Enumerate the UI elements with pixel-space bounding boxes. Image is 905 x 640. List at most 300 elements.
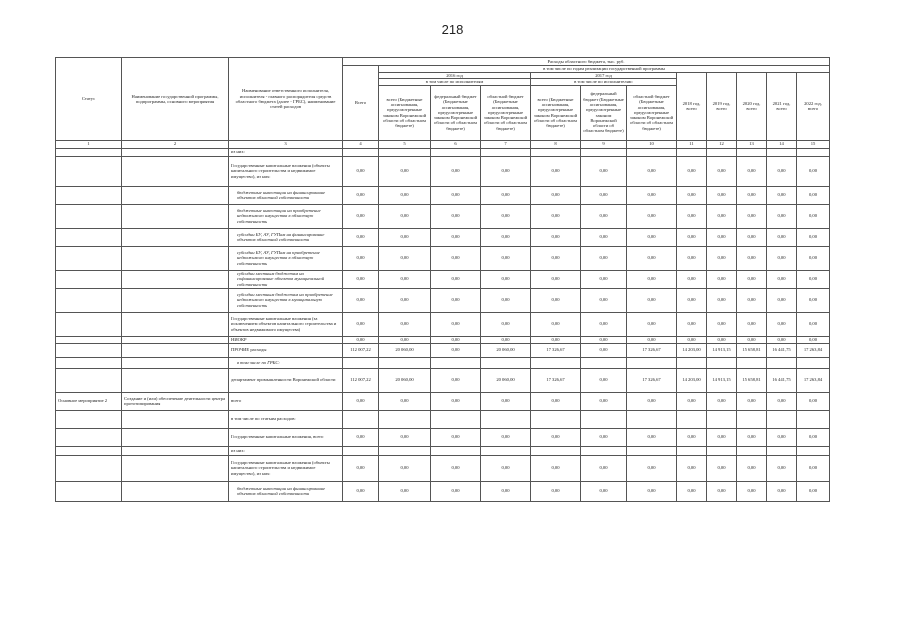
header-incl-exec-2017: в том числе по исполнителям: xyxy=(531,79,677,85)
row-value: 0,00 xyxy=(343,455,379,481)
row-value: 0,00 xyxy=(767,156,797,186)
row-value xyxy=(481,148,531,156)
row-value: 0,00 xyxy=(379,481,431,501)
row-value: 0,00 xyxy=(343,270,379,288)
row-program-name xyxy=(122,410,229,428)
column-number: 8 xyxy=(531,140,581,148)
row-value: 0,00 xyxy=(581,186,627,204)
row-value: 0,00 xyxy=(379,246,431,270)
row-value: 0,00 xyxy=(343,336,379,343)
row-value: 0,00 xyxy=(627,428,677,446)
row-value: 0,00 xyxy=(737,156,767,186)
row-label: бюджетные инвестиции на финансирование объектов областной собственности xyxy=(229,481,343,501)
row-label: НИОКР xyxy=(229,336,343,343)
row-program-name xyxy=(122,357,229,368)
row-value: 14 203,00 xyxy=(677,368,707,392)
row-value: 0,00 xyxy=(677,392,707,410)
row-value: 0,00 xyxy=(737,204,767,228)
row-program-name xyxy=(122,270,229,288)
row-value: 0,00 xyxy=(677,186,707,204)
row-value: 0,00 xyxy=(481,392,531,410)
row-value: 0,00 xyxy=(431,312,481,336)
row-value: 0,00 xyxy=(707,288,737,312)
row-value: 0,00 xyxy=(707,246,737,270)
row-value: 0,00 xyxy=(707,428,737,446)
header-2021: 2021 год, всего xyxy=(767,73,797,141)
row-value: 0,00 xyxy=(531,270,581,288)
row-value: 0,00 xyxy=(737,312,767,336)
header-expenses-title: Расходы областного бюджета, тыс. руб. xyxy=(343,58,830,66)
row-value: 0,00 xyxy=(581,228,627,246)
row-value xyxy=(379,446,431,455)
table-row xyxy=(56,336,830,343)
row-program-name xyxy=(122,148,229,156)
row-value xyxy=(343,446,379,455)
row-status xyxy=(56,186,122,204)
row-value: 20 060,00 xyxy=(379,343,431,357)
row-value: 0,00 xyxy=(531,156,581,186)
row-program-name xyxy=(122,428,229,446)
row-value: 0,00 xyxy=(677,156,707,186)
row-value: 0,00 xyxy=(767,246,797,270)
table-row xyxy=(56,288,830,312)
row-label: субсидии БУ, АУ, ГУПам на приобретение недвижимого имущества в областную собственность xyxy=(229,246,343,270)
row-value: 0,00 xyxy=(737,228,767,246)
row-value: 0,00 xyxy=(531,204,581,228)
row-value: 0,00 xyxy=(627,186,677,204)
row-label: в том числе по ГРБС: xyxy=(229,357,343,368)
row-value: 17 326,67 xyxy=(531,368,581,392)
page-number: 218 xyxy=(441,22,464,37)
row-value: 0,00 xyxy=(797,428,830,446)
row-value xyxy=(581,446,627,455)
row-value: 0,00 xyxy=(581,368,627,392)
row-value xyxy=(767,446,797,455)
row-value: 0,00 xyxy=(737,270,767,288)
row-value: 17 263,84 xyxy=(797,368,830,392)
row-value: 17 326,67 xyxy=(627,368,677,392)
row-value: 0,00 xyxy=(431,270,481,288)
row-value: 0,00 xyxy=(581,455,627,481)
row-value xyxy=(797,446,830,455)
row-value: 16 441,75 xyxy=(767,368,797,392)
row-status xyxy=(56,148,122,156)
row-value: 0,00 xyxy=(797,186,830,204)
row-value: 0,00 xyxy=(343,428,379,446)
row-value: 16 441,75 xyxy=(767,343,797,357)
row-status xyxy=(56,357,122,368)
row-value: 0,00 xyxy=(707,392,737,410)
column-number: 15 xyxy=(797,140,830,148)
table-row xyxy=(56,357,830,368)
row-program-name xyxy=(122,336,229,343)
row-value xyxy=(481,410,531,428)
table-row xyxy=(56,148,830,156)
row-value: 0,00 xyxy=(581,270,627,288)
row-value: 0,00 xyxy=(797,288,830,312)
row-value: 0,00 xyxy=(797,156,830,186)
row-value xyxy=(431,148,481,156)
table-row xyxy=(56,270,830,288)
row-value: 0,00 xyxy=(481,455,531,481)
header-status: Статус xyxy=(56,58,122,141)
row-value: 20 060,00 xyxy=(379,368,431,392)
row-value: 0,00 xyxy=(379,336,431,343)
row-value xyxy=(581,148,627,156)
row-value xyxy=(677,148,707,156)
row-value: 0,00 xyxy=(431,455,481,481)
row-status xyxy=(56,446,122,455)
row-value: 0,00 xyxy=(431,204,481,228)
row-value: 0,00 xyxy=(627,481,677,501)
row-value: 0,00 xyxy=(581,343,627,357)
row-value: 0,00 xyxy=(343,246,379,270)
row-value: 17 326,67 xyxy=(627,343,677,357)
row-value: 0,00 xyxy=(343,481,379,501)
row-value: 0,00 xyxy=(431,336,481,343)
row-value: 0,00 xyxy=(737,336,767,343)
header-year-2017: 2017 год xyxy=(531,73,677,79)
row-value: 20 060,00 xyxy=(481,368,531,392)
row-label: Государственные капитальные вложения (за исключением объектов капитального строительства и объектов недвижимого имущества) xyxy=(229,312,343,336)
row-label: Государственные капитальные вложения (объекты капитального строительства и недвижимое имущество), из них: xyxy=(229,455,343,481)
row-value: 0,00 xyxy=(379,428,431,446)
row-value: 0,00 xyxy=(379,156,431,186)
row-value: 0,00 xyxy=(581,288,627,312)
row-status xyxy=(56,246,122,270)
row-value: 0,00 xyxy=(677,312,707,336)
row-value: 0,00 xyxy=(677,336,707,343)
row-value: 0,00 xyxy=(767,336,797,343)
row-program-name xyxy=(122,368,229,392)
row-value: 0,00 xyxy=(797,481,830,501)
row-value: 0,00 xyxy=(707,156,737,186)
row-label: Государственные капитальные вложения (объекты капитального строительства и недвижимое имущество), из них: xyxy=(229,156,343,186)
row-value: 0,00 xyxy=(581,156,627,186)
row-value xyxy=(531,410,581,428)
row-value: 0,00 xyxy=(481,336,531,343)
row-status xyxy=(56,228,122,246)
header-2020: 2020 год, всего xyxy=(737,73,767,141)
header-2022: 2022 год, всего xyxy=(797,73,830,141)
row-value: 0,00 xyxy=(627,455,677,481)
row-label: из них: xyxy=(229,446,343,455)
row-status xyxy=(56,410,122,428)
row-value xyxy=(627,446,677,455)
row-value: 0,00 xyxy=(379,204,431,228)
row-value: 0,00 xyxy=(531,481,581,501)
row-value: 0,00 xyxy=(677,246,707,270)
row-value: 112 007,22 xyxy=(343,343,379,357)
row-value: 0,00 xyxy=(481,428,531,446)
row-value: 0,00 xyxy=(737,428,767,446)
row-value xyxy=(379,410,431,428)
row-value xyxy=(677,410,707,428)
row-value: 0,00 xyxy=(481,270,531,288)
header-total: Всего xyxy=(343,66,379,141)
row-value: 0,00 xyxy=(581,481,627,501)
row-value: 0,00 xyxy=(343,204,379,228)
row-value xyxy=(797,148,830,156)
table-row xyxy=(56,186,830,204)
column-number: 5 xyxy=(379,140,431,148)
row-label: из них: xyxy=(229,148,343,156)
header-2018: 2018 год, всего xyxy=(677,73,707,141)
row-value: 0,00 xyxy=(767,228,797,246)
header-incl-exec-2016: в том числе по исполнителям xyxy=(379,79,531,85)
row-value: 0,00 xyxy=(343,288,379,312)
row-value: 0,00 xyxy=(481,312,531,336)
row-value: 0,00 xyxy=(531,246,581,270)
row-value: 0,00 xyxy=(343,186,379,204)
row-value: 0,00 xyxy=(531,392,581,410)
budget-table xyxy=(55,57,830,502)
row-value xyxy=(797,410,830,428)
row-value xyxy=(531,446,581,455)
row-value: 0,00 xyxy=(797,455,830,481)
row-value: 0,00 xyxy=(767,392,797,410)
row-value: 0,00 xyxy=(767,270,797,288)
row-value: 0,00 xyxy=(737,186,767,204)
header-2019: 2019 год, всего xyxy=(707,73,737,141)
row-value xyxy=(627,410,677,428)
row-label: департамент промышленности Воронежской области xyxy=(229,368,343,392)
row-value: 0,00 xyxy=(343,228,379,246)
row-value: 0,00 xyxy=(707,186,737,204)
row-value: 0,00 xyxy=(767,288,797,312)
row-value xyxy=(343,410,379,428)
row-program-name xyxy=(122,186,229,204)
row-value: 0,00 xyxy=(707,336,737,343)
table-row xyxy=(56,204,830,228)
row-value: 14 203,00 xyxy=(677,343,707,357)
row-status xyxy=(56,336,122,343)
row-status xyxy=(56,343,122,357)
table-row xyxy=(56,343,830,357)
table-row xyxy=(56,428,830,446)
row-value: 14 913,15 xyxy=(707,343,737,357)
row-program-name xyxy=(122,455,229,481)
row-value: 17 263,84 xyxy=(797,343,830,357)
row-value xyxy=(379,148,431,156)
row-status xyxy=(56,270,122,288)
row-value: 0,00 xyxy=(531,186,581,204)
row-value: 0,00 xyxy=(343,312,379,336)
row-value: 0,00 xyxy=(677,428,707,446)
row-label: субсидии местным бюджетам на приобретение недвижимого имущества в муниципальную собственность xyxy=(229,288,343,312)
row-value: 14 913,15 xyxy=(707,368,737,392)
row-value: 0,00 xyxy=(481,246,531,270)
row-value: 0,00 xyxy=(707,228,737,246)
row-value: 0,00 xyxy=(581,312,627,336)
row-value xyxy=(797,357,830,368)
row-value: 0,00 xyxy=(379,228,431,246)
row-value: 17 326,67 xyxy=(531,343,581,357)
row-value: 0,00 xyxy=(531,336,581,343)
row-value: 0,00 xyxy=(797,228,830,246)
header-program-name: Наименование государственной программы, подпрограммы, основного мероприятия xyxy=(122,58,229,141)
row-value: 0,00 xyxy=(797,312,830,336)
row-value xyxy=(737,357,767,368)
row-value: 0,00 xyxy=(531,455,581,481)
row-value: 0,00 xyxy=(797,204,830,228)
row-value: 0,00 xyxy=(677,270,707,288)
row-value xyxy=(627,148,677,156)
row-label: ПРОЧИЕ расходы xyxy=(229,343,343,357)
row-value: 0,00 xyxy=(431,392,481,410)
table-row xyxy=(56,455,830,481)
column-number: 14 xyxy=(767,140,797,148)
row-value: 0,00 xyxy=(343,156,379,186)
row-value: 0,00 xyxy=(431,228,481,246)
row-value xyxy=(431,410,481,428)
row-label: субсидии местным бюджетам на софинансирование объектов муниципальной собственности xyxy=(229,270,343,288)
row-value: 20 060,00 xyxy=(481,343,531,357)
row-value xyxy=(627,357,677,368)
row-value xyxy=(531,357,581,368)
row-value: 0,00 xyxy=(531,288,581,312)
row-value xyxy=(767,148,797,156)
header-c9: федеральный бюджет (Бюджетные ассигнования, предусмотренные законом Воронежской области об областном бюджете) xyxy=(581,85,627,140)
row-value: 0,00 xyxy=(627,392,677,410)
row-value: 0,00 xyxy=(343,392,379,410)
row-value: 0,00 xyxy=(707,481,737,501)
row-value: 0,00 xyxy=(627,336,677,343)
row-value xyxy=(481,357,531,368)
row-value xyxy=(531,148,581,156)
column-number: 6 xyxy=(431,140,481,148)
column-number: 1 xyxy=(56,140,122,148)
row-value: 0,00 xyxy=(677,204,707,228)
row-value: 0,00 xyxy=(481,204,531,228)
row-value: 0,00 xyxy=(531,428,581,446)
row-label: Государственные капитальные вложения, всего xyxy=(229,428,343,446)
row-value: 0,00 xyxy=(431,156,481,186)
table-row xyxy=(56,392,830,410)
column-number: 13 xyxy=(737,140,767,148)
row-program-name: Создание и (или) обеспечение деятельности центра прототипирования xyxy=(122,392,229,410)
row-value: 0,00 xyxy=(677,288,707,312)
row-value: 0,00 xyxy=(531,228,581,246)
row-status xyxy=(56,156,122,186)
column-number: 4 xyxy=(343,140,379,148)
row-value: 0,00 xyxy=(581,246,627,270)
column-number: 12 xyxy=(707,140,737,148)
header-c8: всего (Бюджетные ассигнования, предусмотренные законом Воронежской области об областном бюджете) xyxy=(531,85,581,140)
row-value xyxy=(707,410,737,428)
row-value: 0,00 xyxy=(481,156,531,186)
row-value: 0,00 xyxy=(379,270,431,288)
row-status xyxy=(56,481,122,501)
column-number: 3 xyxy=(229,140,343,148)
row-program-name xyxy=(122,246,229,270)
row-value: 0,00 xyxy=(737,246,767,270)
table-row xyxy=(56,228,830,246)
row-label: бюджетные инвестиции на приобретение недвижимого имущества в областную собственность xyxy=(229,204,343,228)
row-status xyxy=(56,428,122,446)
table-row xyxy=(56,368,830,392)
row-value: 0,00 xyxy=(707,204,737,228)
row-value: 0,00 xyxy=(627,288,677,312)
row-value xyxy=(431,446,481,455)
row-value xyxy=(481,446,531,455)
table-row xyxy=(56,246,830,270)
row-label: всего xyxy=(229,392,343,410)
column-number: 9 xyxy=(581,140,627,148)
row-value xyxy=(431,357,481,368)
row-value: 0,00 xyxy=(627,246,677,270)
row-value: 0,00 xyxy=(481,481,531,501)
row-value: 0,00 xyxy=(481,288,531,312)
row-value: 0,00 xyxy=(431,288,481,312)
row-value: 0,00 xyxy=(737,455,767,481)
row-value: 0,00 xyxy=(767,186,797,204)
row-status xyxy=(56,204,122,228)
row-value: 0,00 xyxy=(481,228,531,246)
row-value: 0,00 xyxy=(797,336,830,343)
row-value: 0,00 xyxy=(797,392,830,410)
row-value: 0,00 xyxy=(627,312,677,336)
row-value xyxy=(707,357,737,368)
row-value: 0,00 xyxy=(481,186,531,204)
row-status xyxy=(56,312,122,336)
table-row xyxy=(56,446,830,455)
header-c7: областной бюджет (Бюджетные ассигнования, предусмотренные законом Воронежской области об областном бюджете) xyxy=(481,85,531,140)
row-value xyxy=(767,357,797,368)
row-value: 112 007,22 xyxy=(343,368,379,392)
row-value: 0,00 xyxy=(379,288,431,312)
row-program-name xyxy=(122,156,229,186)
row-value xyxy=(677,446,707,455)
row-value: 0,00 xyxy=(767,455,797,481)
row-value: 15 658,81 xyxy=(737,343,767,357)
row-status xyxy=(56,455,122,481)
table-row xyxy=(56,312,830,336)
row-value: 0,00 xyxy=(677,228,707,246)
row-value xyxy=(737,446,767,455)
row-value: 0,00 xyxy=(379,392,431,410)
row-value: 0,00 xyxy=(581,428,627,446)
row-value xyxy=(379,357,431,368)
row-value xyxy=(343,357,379,368)
row-label: в том числе по статьям расходов: xyxy=(229,410,343,428)
row-value: 0,00 xyxy=(767,481,797,501)
row-label: субсидии БУ, АУ, ГУПам на финансирование объектов областной собственности xyxy=(229,228,343,246)
row-value: 0,00 xyxy=(431,186,481,204)
header-by-years: в том числе по годам реализации государственной программы xyxy=(379,66,830,73)
column-number-row xyxy=(56,140,830,148)
row-value xyxy=(707,446,737,455)
column-number: 11 xyxy=(677,140,707,148)
row-program-name xyxy=(122,343,229,357)
row-program-name xyxy=(122,288,229,312)
row-value: 0,00 xyxy=(531,312,581,336)
row-status xyxy=(56,368,122,392)
row-value: 15 658,81 xyxy=(737,368,767,392)
row-value: 0,00 xyxy=(767,312,797,336)
row-value: 0,00 xyxy=(737,392,767,410)
row-value: 0,00 xyxy=(581,336,627,343)
row-program-name xyxy=(122,228,229,246)
row-value: 0,00 xyxy=(379,312,431,336)
row-program-name xyxy=(122,481,229,501)
row-value xyxy=(677,357,707,368)
row-value: 0,00 xyxy=(767,204,797,228)
table-row xyxy=(56,481,830,501)
column-number: 2 xyxy=(122,140,229,148)
row-value xyxy=(707,148,737,156)
row-value: 0,00 xyxy=(379,455,431,481)
